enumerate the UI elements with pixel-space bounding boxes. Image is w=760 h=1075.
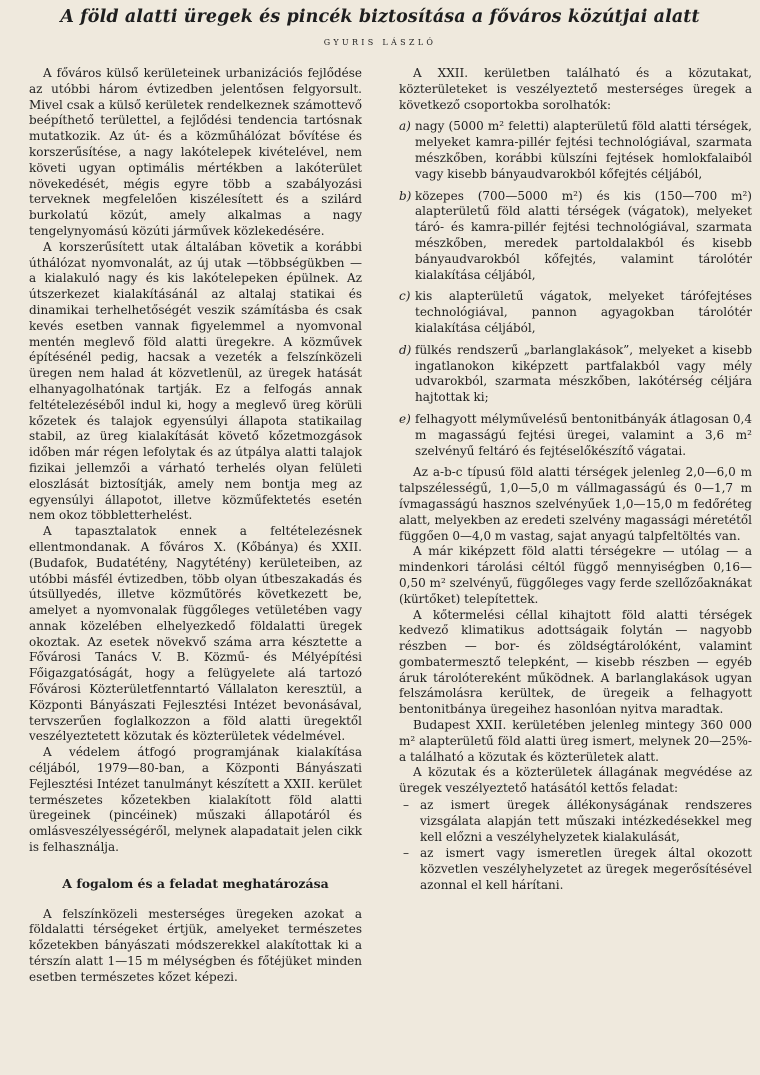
paragraph: A tapasztalatok ennek a feltételezésnek ellentmondanak. A főváros X. (Kőbánya) és XXII. (Budafok, Budatétény, Nagytétény) kerületeiben, az utóbbi másfél évtizedben, több olyan útbeszakadás és útsüllyedés, illetve közműtörés következett be, amelyet a nyomvonalak függőleges vetületében vagy annak közelében elhelyezkedő földalatti üregek okoztak. Az esetek növekvő száma arra késztette a Fővárosi Tanács V. B. Közmű- és Mélyépítési Főigazgatóságát, hogy a felügyelete alá tartozó Fővárosi Közterületfenntartó Vállalaton keresztül, a Központi Bányászati Fejlesztési Intézet bevonásával, tervszerűen foglalkozzon a föld alatti üregektől veszélyeztetett közutak és közterületek védelmével. xyxy=(29,524,362,744)
left-column xyxy=(29,66,362,986)
list-marker: e) xyxy=(399,411,411,426)
list-text: közepes (700—5000 m²) és kis (150—700 m²) alapterületű föld alatti térségek (vágatok), melyeket táró- és kamra-pillér fejtési technológiával, szarmata mészkőben, meredek partoldalakból és kisebb bányaudvarokból kőfejtés, valamint tárolótér kialakítása céljából, xyxy=(415,188,752,282)
dash-marker: – xyxy=(403,798,409,813)
paragraph: A már kiképzett föld alatti térségekre — utólag — a mindenkori tárolási céltól függő mennyiségben 0,16—0,50 m² szelvényű, függőleges vagy ferde szellőzőaknákat (kürtőket) telepítettek. xyxy=(399,544,752,606)
dash-list-item xyxy=(399,846,752,893)
dash-list-item xyxy=(399,798,752,845)
dash-text: az ismert üregek állékonyságának rendszeres vizsgálata alapján tett műszaki intézkedésekkel meg kell előzni a veszélyhelyzetek kialakulását, xyxy=(420,798,752,844)
paragraph: Az a-b-c típusú föld alatti térségek jelenleg 2,0—6,0 m talpszélességű, 1,0—5,0 m vállmagasságú és 0—1,7 m ívmagasságú hasznos szelvényűek 1,0—15,0 m fedőréteg alatt, melyekben az eredeti szelvény magassági méretétől függően 0—4,0 m vastag, sajat anyagú talpfeltöltés van. xyxy=(399,465,752,543)
article-author: GYURIS LÁSZLÓ xyxy=(323,38,437,47)
list-marker: d) xyxy=(399,342,412,357)
list-item xyxy=(399,189,752,284)
list-item xyxy=(399,119,752,182)
paragraph: A főváros külső kerületeinek urbanizációs fejlődése az utóbbi három évtizedben jelentősen felgyorsult. Mivel csak a külső kerületek rendelkeznek számottevő beépíthető területtel, a fejlődési tendencia tartósnak mutatkozik. Az út- és a közműhálózat bővítése és korszerűsítése, a nagy lakótelepek kivételével, nem követi ugyan optimális mértékben a lakóterület növekedését, mégis egyre több a szabályozási terveknek megfelelően kiszélesített és a szilárd burkolatú közút, amely alkalmas a nagy tengelynyomású közúti járművek közlekedésére. xyxy=(29,66,362,238)
paragraph: A korszerűsített utak általában követik a korábbi úthálózat nyomvonalát, az új utak —többségükben — a kialakuló nagy és kis lakótelepeken épülnek. Az útszerkezet kialakításánál az altalaj statikai és dinamikai terhelhetőségét veszik számításba és csak kevés esetben vannak figyelemmel a nyomvonal mentén meglevő föld alatti üregekre. A közművek építésénél pedig, hacsak a vezeték a felszínközeli üregen nem halad át közvetlenül, az üregek hatását elhanyagolhatónak tartják. Ez a felfogás annak feltételezéséből indul ki, hogy a meglevő üreg körüli kőzetek és talajok egyensúlyi állapota statikailag stabil, az üreg kialakítását követő kőzetmozgások időben már régen lefolytak és az útpálya alatti talajok fizikai jellemzői a várható terhelés olyan felületi eloszlását biztosítják, amely nem bontja meg az egyensúlyi állapotot, illetve közműfektetés esetén nem okoz többletterhelést. xyxy=(29,239,362,523)
paragraph: A védelem átfogó programjának kialakítása céljából, 1979—80-ban, a Központi Bányászati Fejlesztési Intézet tanulmányt készített a XXII. kerület természetes kőzetekben kialakított föld alatti üregeinek (pincéinek) műszaki állapotáról és omlásveszélyességéről, melynek alapadatait jelen cikk is felhasználja. xyxy=(29,745,362,855)
list-item xyxy=(399,343,752,406)
list-text: fülkés rendszerű „barlanglakások”, melyeket a kisebb ingatlanokon kiképzett partfalakból vagy mély udvarokból, szarmata mészkőben, lakótérség céljára hajtottak ki; xyxy=(415,342,752,405)
list-text: felhagyott mélyművelésű bentonitbányák átlagosan 0,4 m magasságú fejtési üregei, valamint a 3,6 m² szelvényű feltáró és fejtéselőkészítő vágatai. xyxy=(415,411,752,458)
paragraph: A XXII. kerületben található és a közutakat, közterületeket is veszélyeztető mesterséges üregek a következő csoportokba sorolhatók: xyxy=(399,66,752,112)
list-item xyxy=(399,289,752,336)
paragraph: A felszínközeli mesterséges üregeken azokat a földalatti térségeket értjük, amelyeket természetes kőzetekben bányászati módszerekkel alakítottak ki a térszín alatt 1—15 m mélységben és főtéjüket minden esetben természetes kőzet képezi. xyxy=(29,906,362,984)
list-text: nagy (5000 m² feletti) alapterületű föld alatti térségek, melyeket kamra-pillér fejtési technológiával, szarmata mészkőben, korábbi külszíni fejtések homlokfalaiból vagy kisebb bányaudvarokból kőfejtés céljából, xyxy=(415,119,752,181)
article-title: A föld alatti üregek és pincék biztosítása a főváros közútjai alatt xyxy=(60,7,700,27)
paragraph: A közutak és a közterületek állagának megvédése az üregek veszélyeztető hatásától kettős feladat: xyxy=(399,765,752,796)
paragraph: Budapest XXII. kerületében jelenleg mintegy 360 000 m² alapterületű föld alatti üreg ismert, melynek 20—25%-a található a közutak és közterületek alatt. xyxy=(399,718,752,764)
list-marker: a) xyxy=(399,119,411,134)
section-heading: A fogalom és a feladat meghatározása xyxy=(62,875,329,891)
list-marker: c) xyxy=(399,289,411,304)
dash-text: az ismert vagy ismeretlen üregek által okozott közvetlen veszélyhelyzetet az üregek megerősítésével azonnal el kell hárítani. xyxy=(420,846,752,893)
list-item xyxy=(399,412,752,459)
list-text: kis alapterületű vágatok, melyeket tárófejtéses technológiával, pannon agyagokban tárolótér kialakítása céljából, xyxy=(415,289,752,335)
dash-marker: – xyxy=(403,846,409,861)
right-column xyxy=(399,66,752,895)
list-marker: b) xyxy=(399,188,412,203)
paragraph: A kőtermelési céllal kihajtott föld alatti térségek kedvező klimatikus adottságaik folytán — nagyobb részben — bor- és zöldségtárolóként, valamint gombatermesztő telepként, — kisebb részben — egyéb áruk tárolótereként működnek. A barlanglakások ugyan felszámolásra kerültek, de üregeik a felhagyott bentonitbánya üregeihez hasonlóan nyitva maradtak. xyxy=(399,607,752,717)
